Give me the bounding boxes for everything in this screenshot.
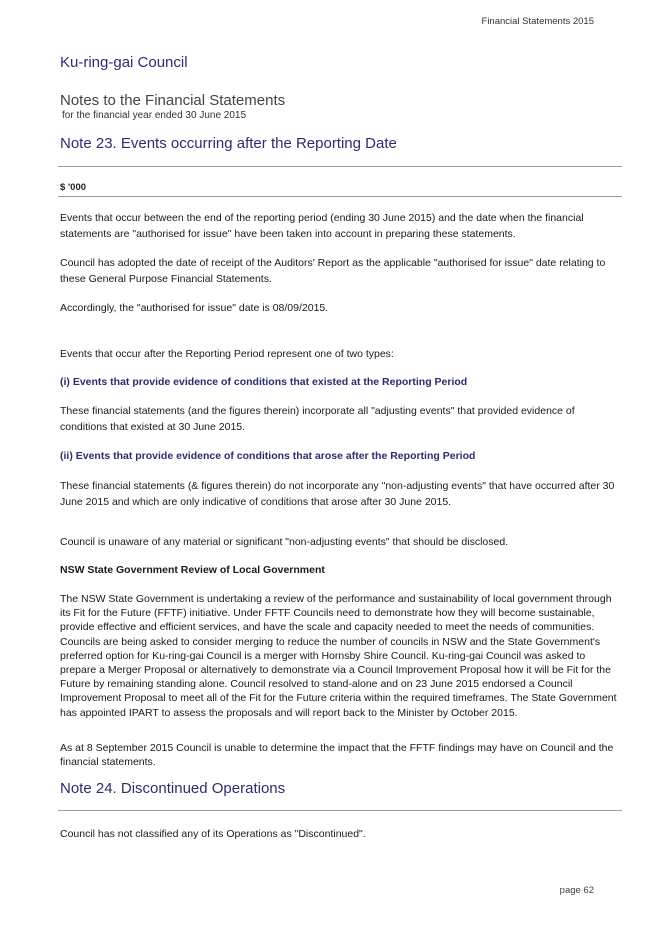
running-header: Financial Statements 2015 [481,16,594,27]
paragraph-authorised-date-basis: Council has adopted the date of receipt of the Auditors' Report as the applicable "authorised for issue" date relating to these General Purpose Financial Statements. [60,257,606,285]
heading-divider [58,166,622,167]
paragraph-nsw-review: The NSW State Government is undertaking a review of the performance and sustainability of local government through its Fit for the Future (FFTF) initiative. Under FFTF Councils need to demonstrate how they will become sustainable, provide effective and efficient services, and have the scale and capacity needed to meet the needs of communities. Councils are being asked to consider merging to reduce the number of councils in NSW and the State Government's preferred option for Ku-ring-gai Council is a merger with Hornsby Shire Council. Ku-ring-gai Council was asked to prepare a Merger Proposal or alternatively to demonstrate via a Council Improvement Proposal how it will be Fit for the Future by remaining standing alone. Council resolved to stand-alone and on 23 June 2015 endorsed a Council Improvement Proposal to meet all of the Fit for the Future criteria within the required timeframes. The State Government has appointed IPART to assess the proposals and will report back to the Minister by October 2015. [60,593,617,719]
paragraph-event-types: Events that occur after the Reporting Period represent one of two types: [60,348,394,360]
paragraph-adjusting-events: These financial statements (and the figures therein) incorporate all "adjusting events" that provided evidence of conditions that existed at 30 June 2015. [60,405,575,433]
page-number: page 62 [559,885,594,896]
paragraph-discontinued-operations: Council has not classified any of its Operations as "Discontinued". [60,828,366,840]
notes-subtitle: for the financial year ended 30 June 2015 [62,110,247,121]
subheading-adjusting-events: (i) Events that provide evidence of conditions that existed at the Reporting Period [60,376,468,388]
council-name: Ku-ring-gai Council [60,54,188,71]
paragraph-non-adjusting-events: These financial statements (& figures therein) do not incorporate any "non-adjusting events" that have occurred after 30 June 2015 and which are only indicative of conditions that arose after 30 June 2015. [60,480,615,508]
paragraph-no-material-events: Council is unaware of any material or significant "non-adjusting events" that should be disclosed. [60,536,509,548]
note-24-heading: Note 24. Discontinued Operations [60,780,286,797]
subheading-non-adjusting-events: (ii) Events that provide evidence of conditions that arose after the Reporting Period [60,450,476,462]
note-23-heading: Note 23. Events occurring after the Reporting Date [60,135,397,152]
note-24-divider [58,810,622,811]
unit-label: $ '000 [60,182,87,193]
notes-title: Notes to the Financial Statements [60,92,286,109]
unit-divider [58,196,622,197]
paragraph-authorised-date: Accordingly, the "authorised for issue" date is 08/09/2015. [60,302,329,314]
nsw-review-heading: NSW State Government Review of Local Government [60,564,325,576]
paragraph-fftf-impact: As at 8 September 2015 Council is unable to determine the impact that the FFTF findings may have on Council and the financial statements. [60,742,614,769]
paragraph-reporting-period: Events that occur between the end of the reporting period (ending 30 June 2015) and the date when the financial statements are "authorised for issue" have been taken into account in preparing these statements. [60,212,584,240]
